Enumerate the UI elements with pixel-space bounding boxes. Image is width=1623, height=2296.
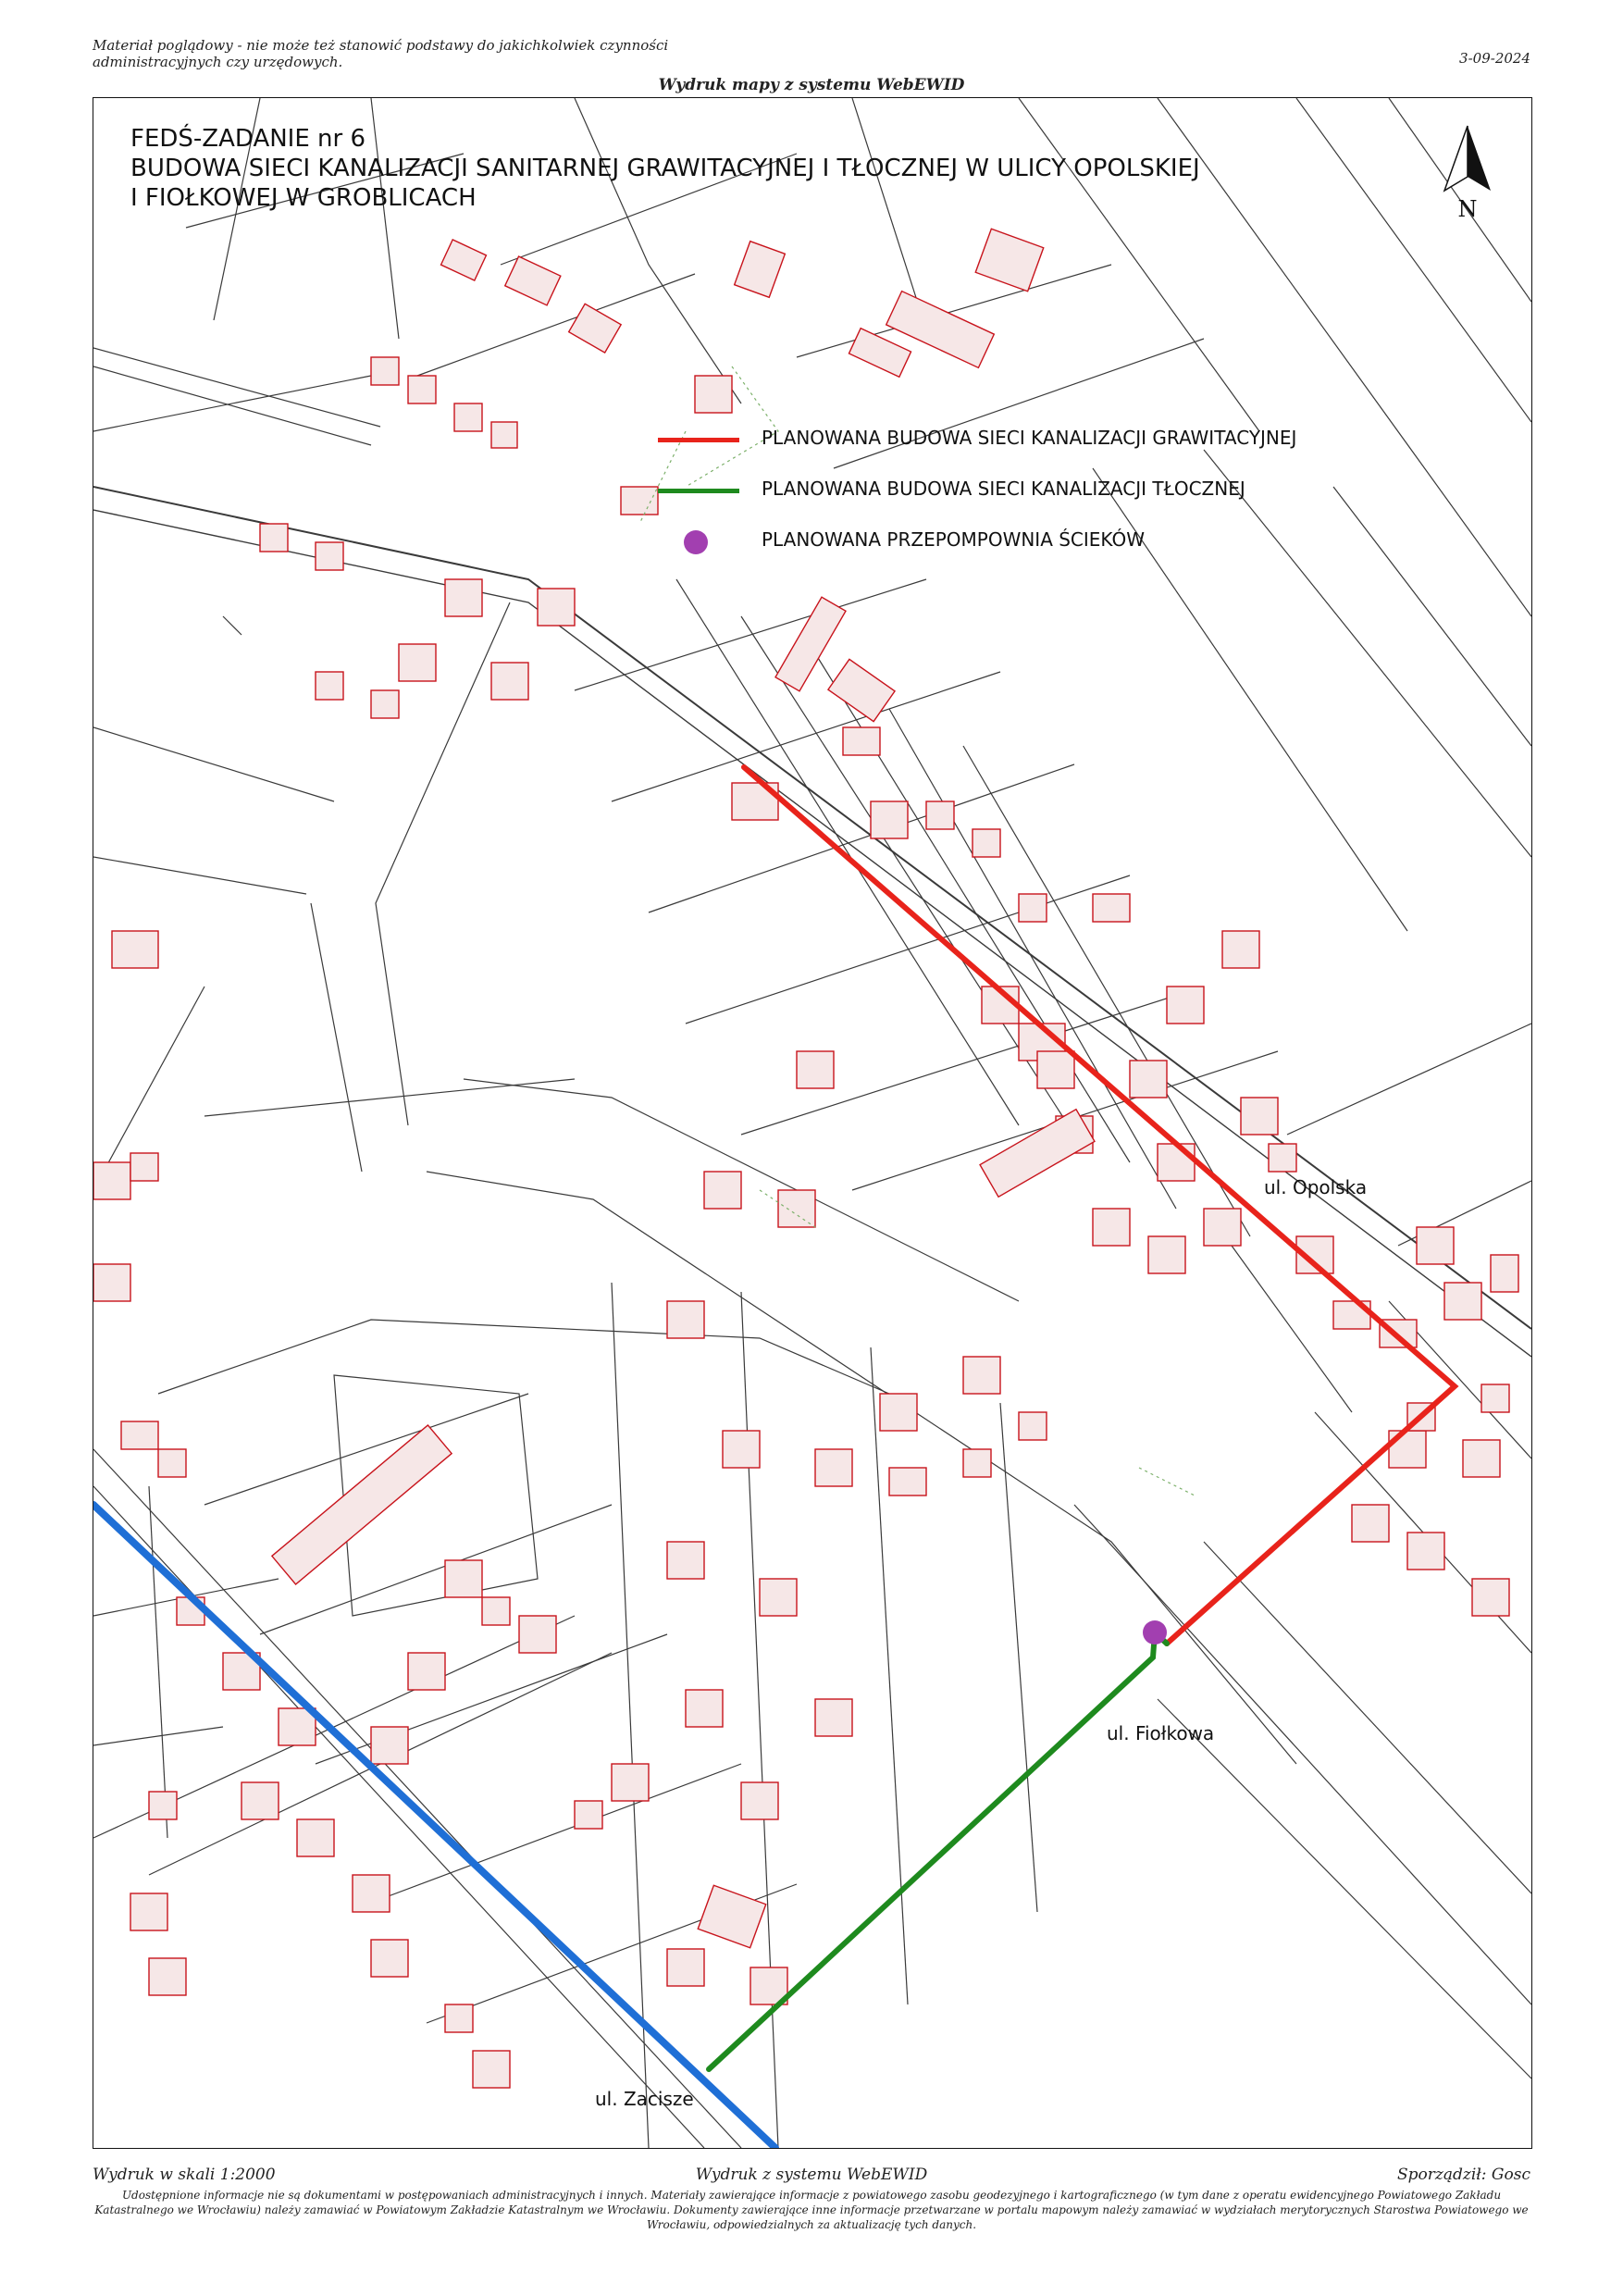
legend-label-pressure: PLANOWANA BUDOWA SIECI KANALIZACJI TŁOCZNEJ — [762, 478, 1245, 500]
legend-label-pump: PLANOWANA PRZEPOMPOWNIA ŚCIEKÓW — [762, 528, 1145, 551]
footer-author: Sporządził: Gosc — [1397, 2166, 1530, 2184]
disclaimer-text: Materiał poglądowy - nie może też stanowić podstawy do jakichkolwiek czynności administracyjnych czy urzędowych. — [93, 37, 669, 70]
footer-system: Wydruk z systemu WebEWID — [695, 2166, 928, 2184]
pump-station-marker — [1143, 1620, 1167, 1644]
legend-dot-pump — [684, 530, 708, 554]
street-label-zacisze: ul. Zacisze — [595, 2088, 694, 2110]
planned-networks — [93, 767, 1455, 2148]
print-date: 3-09-2024 — [1459, 50, 1530, 67]
footer-scale: Wydruk w skali 1:2000 — [93, 2166, 276, 2184]
street-label-opolska: ul. Opolska — [1264, 1176, 1368, 1198]
north-arrow-icon — [1431, 117, 1505, 228]
zacisze-line — [93, 1505, 775, 2148]
map-title-line-2: BUDOWA SIECI KANALIZACJI SANITARNEJ GRAWITACYJNEJ I TŁOCZNEJ W ULICY OPOLSKIEJ — [130, 155, 1200, 182]
buildings — [93, 229, 1518, 2088]
legend-swatch-pressure — [658, 489, 739, 493]
map-title-block — [130, 124, 1200, 213]
legend-label-gravity: PLANOWANA BUDOWA SIECI KANALIZACJI GRAWITACYJNEJ — [762, 427, 1297, 449]
map-title-line-3: I FIOŁKOWEJ W GROBLICACH — [130, 184, 477, 212]
north-arrow — [1431, 117, 1505, 228]
legend-swatch-gravity — [658, 438, 739, 442]
pressure-sewer-line — [709, 1632, 1167, 2069]
north-label: N — [1457, 196, 1478, 222]
street-label-fiolkowa: ul. Fiołkowa — [1107, 1722, 1215, 1744]
footer-note: Udostępnione informacje nie są dokumentami w postępowaniach administracyjnych i innych. Materiały zawierające informacje z powiatowego zasobu geodezyjnego i kartograficznego (w tym dane z operatu ewidencyjnego Powiatowego Zakładu Katastralnego we Wrocławiu) należy zamawiać w Powiatowym Zakładzie Katastralnym we Wrocławiu. Dokumenty zawierające inne informacje przetwarzane w portalu mapowym należy zamawiać w wydziałach merytorycznych Starostwa Powiatowego we Wrocławiu, odpowiedzialnych za aktualizację tych danych. — [94, 2189, 1529, 2231]
map-frame[interactable] — [93, 97, 1532, 2149]
cadastral-map — [93, 98, 1531, 2148]
sheet-title: Wydruk mapy z systemu WebEWID — [658, 76, 965, 94]
map-title-line-1: FEDŚ-ZADANIE nr 6 — [130, 125, 366, 153]
